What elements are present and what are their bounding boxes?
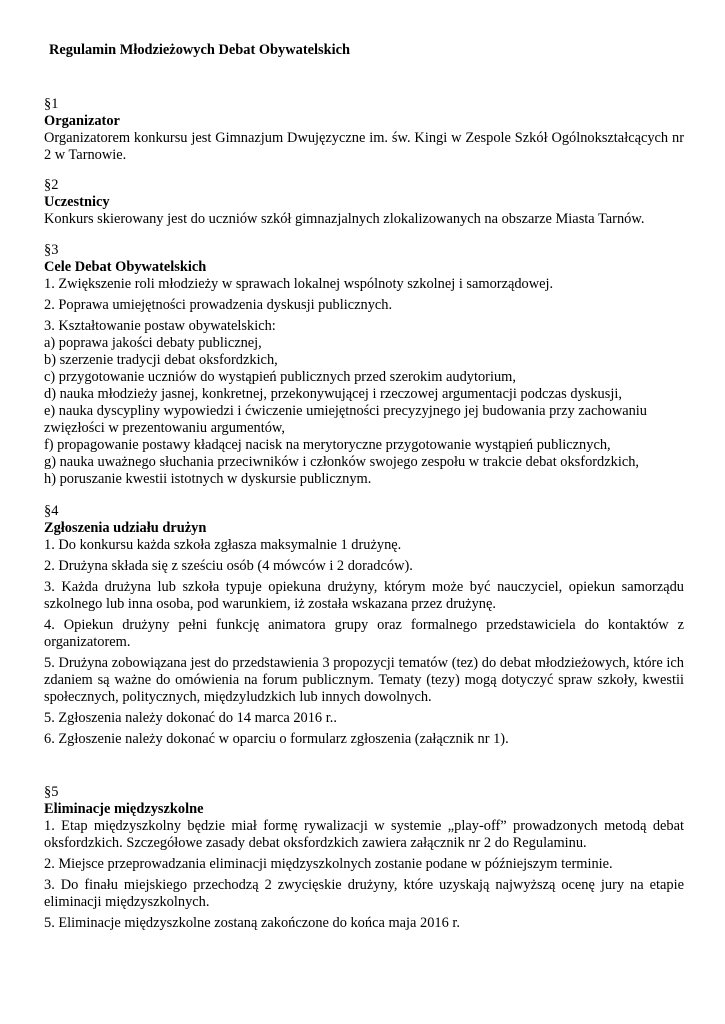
section-3	[44, 242, 684, 488]
document-title: Regulamin Młodzieżowych Debat Obywatelskich	[49, 42, 350, 58]
sub-list-item: e) nauka dyscypliny wypowiedzi i ćwiczenie umiejętności precyzyjnego jej budowania przy zachowaniu zwięzłości w prezentowaniu argumentów,	[44, 403, 647, 436]
section-5	[44, 784, 684, 936]
sub-list-item: h) poruszanie kwestii istotnych w dyskursie publicznym.	[44, 471, 372, 487]
list-item: 3. Każda drużyna lub szkoła typuje opiekuna drużyny, którym może być nauczyciel, opiekun samorządu szkolnego lub inna osoba, pod warunkiem, iż została wskazana przez drużynę.	[44, 579, 684, 612]
list-item: 3. Kształtowanie postaw obywatelskich:	[44, 318, 276, 334]
section-heading: Uczestnicy	[44, 194, 110, 210]
section-2	[44, 177, 684, 228]
list-item: 2. Miejsce przeprowadzania eliminacji międzyszkolnych zostanie podane w późniejszym terminie.	[44, 856, 613, 872]
sub-list-item: g) nauka uważnego słuchania przeciwników i członków swojego zespołu w trakcie debat oksfordzkich,	[44, 454, 640, 470]
sub-list-item: d) nauka młodzieży jasnej, konkretnej, przekonywującej i rzeczowej argumentacji podczas dyskusji,	[44, 386, 622, 402]
sub-list-item: a) poprawa jakości debaty publicznej,	[44, 335, 262, 351]
sub-list-item: c) przygotowanie uczniów do wystąpień publicznych przed szerokim audytorium,	[44, 369, 516, 385]
list-item: 1. Zwiększenie roli młodzieży w sprawach lokalnej wspólnoty szkolnej i samorządowej.	[44, 276, 554, 292]
section-heading: Eliminacje międzyszkolne	[44, 801, 204, 817]
section-4	[44, 503, 684, 752]
list-item: 2. Drużyna składa się z sześciu osób (4 mówców i 2 doradców).	[44, 558, 413, 574]
list-item: 1. Etap międzyszkolny będzie miał formę rywalizacji w systemie „play-off” prowadzonych metodą debat oksfordzkich. Szczegółowe zasady debat oksfordzkich zawiera załącznik nr 2 do Regulaminu.	[44, 818, 684, 851]
list-item: 1. Do konkursu każda szkoła zgłasza maksymalnie 1 drużynę.	[44, 537, 402, 553]
section-heading: Zgłoszenia udziału drużyn	[44, 520, 207, 536]
list-item: 5. Drużyna zobowiązana jest do przedstawienia 3 propozycji tematów (tez) do debat młodzieżowych, które ich zdaniem są ważne do omówienia na forum publicznym. Tematy (tezy) mogą dotyczyć spraw szkoły, kwestii społecznych, politycznych, międzyludzkich lub innych dowolnych.	[44, 655, 684, 705]
section-heading: Organizator	[44, 113, 120, 129]
section-number: §3	[44, 242, 59, 258]
list-item: 5. Eliminacje międzyszkolne zostaną zakończone do końca maja 2016 r.	[44, 915, 460, 931]
section-number: §2	[44, 177, 59, 193]
section-body: Konkurs skierowany jest do uczniów szkół gimnazjalnych zlokalizowanych na obszarze Miasta Tarnów.	[44, 211, 645, 227]
list-item: 6. Zgłoszenie należy dokonać w oparciu o formularz zgłoszenia (załącznik nr 1).	[44, 731, 509, 747]
list-item: 3. Do finału miejskiego przechodzą 2 zwycięskie drużyny, które uzyskają najwyższą ocenę jury na etapie eliminacji międzyszkolnych.	[44, 877, 684, 910]
sub-list-item: f) propagowanie postawy kładącej nacisk na merytoryczne przygotowanie wystąpień publicznych,	[44, 437, 611, 453]
section-body: Organizatorem konkursu jest Gimnazjum Dwujęzyczne im. św. Kingi w Zespole Szkół Ogólnokształcących nr 2 w Tarnowie.	[44, 130, 684, 163]
section-number: §5	[44, 784, 59, 800]
sub-list-item: b) szerzenie tradycji debat oksfordzkich,	[44, 352, 278, 368]
section-heading: Cele Debat Obywatelskich	[44, 259, 207, 275]
list-item: 2. Poprawa umiejętności prowadzenia dyskusji publicznych.	[44, 297, 393, 313]
section-1	[44, 96, 684, 164]
list-item: 5. Zgłoszenia należy dokonać do 14 marca 2016 r..	[44, 710, 337, 726]
list-item: 4. Opiekun drużyny pełni funkcję animatora grupy oraz formalnego przedstawiciela do kontaktów z organizatorem.	[44, 617, 684, 650]
section-number: §1	[44, 96, 59, 112]
section-number: §4	[44, 503, 59, 519]
